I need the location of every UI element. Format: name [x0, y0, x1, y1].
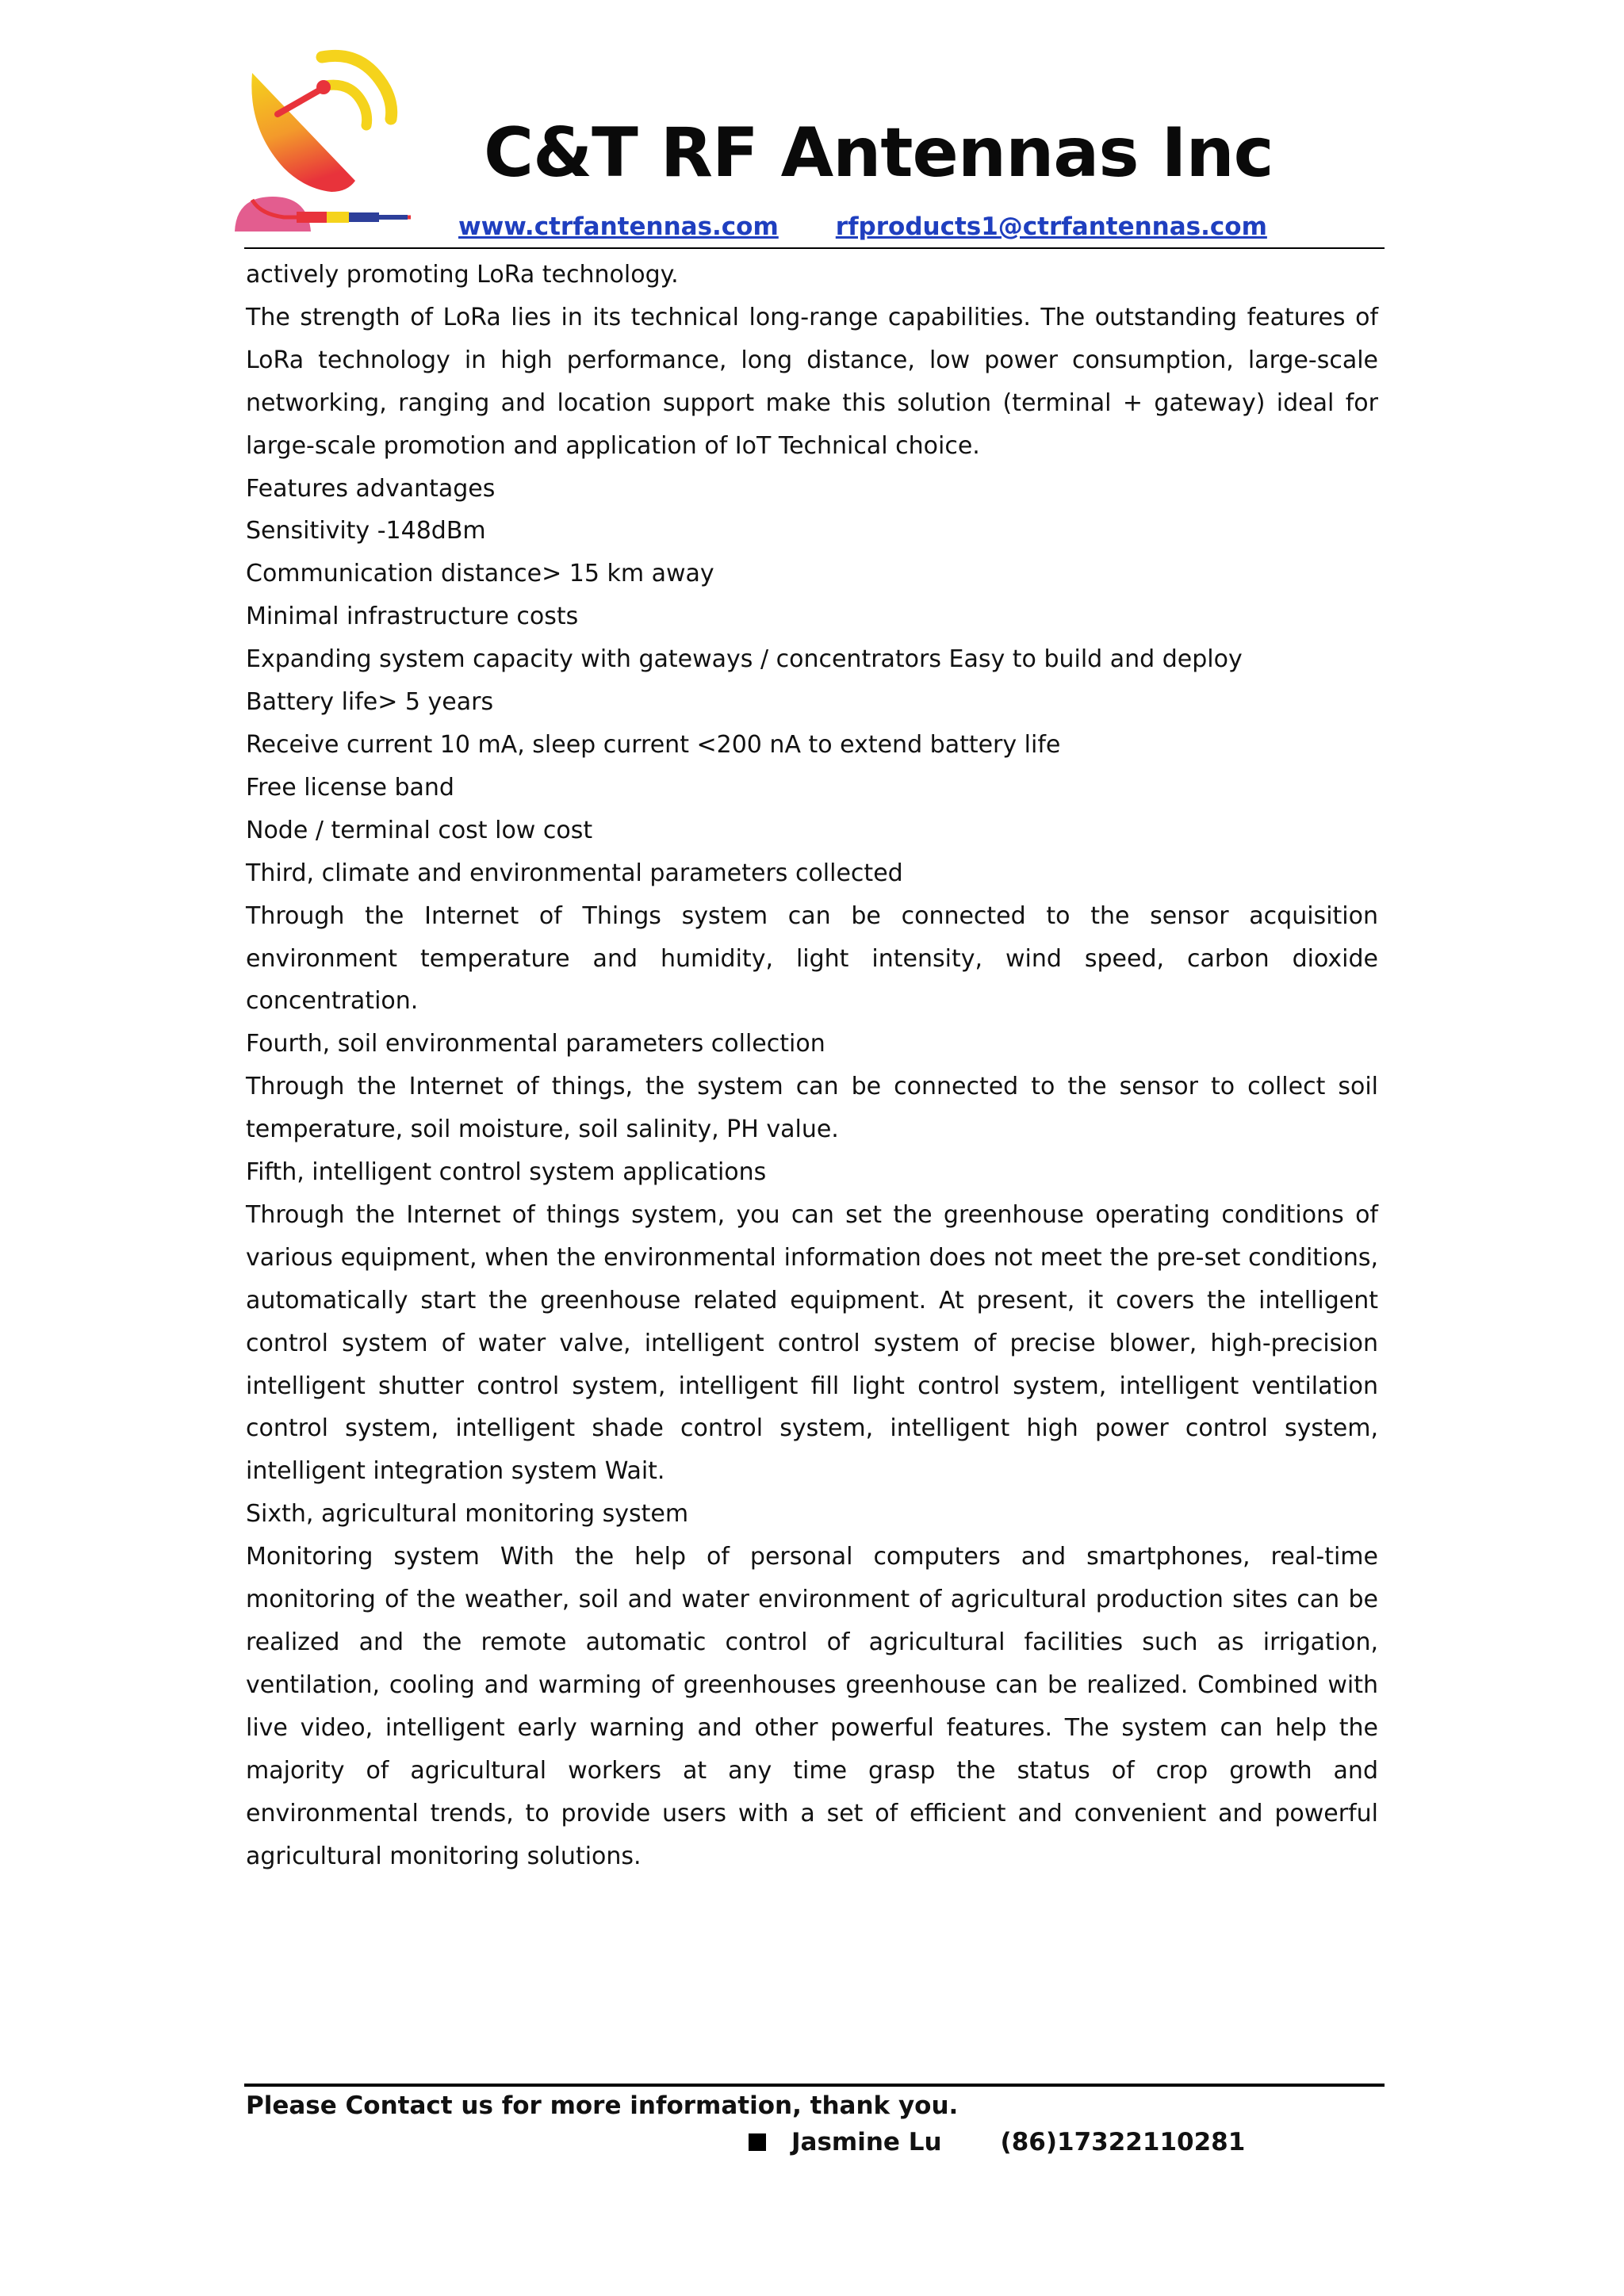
section-heading: Sixth, agricultural monitoring system [246, 1500, 689, 1529]
body-paragraph: Sensitivity -148dBm [246, 517, 486, 545]
body-paragraph: Features advantages [246, 474, 496, 503]
section-heading: Fifth, intelligent control system applications [246, 1158, 767, 1187]
email-link[interactable]: rfproducts1@ctrfantennas.com [835, 212, 1267, 241]
body-paragraph: Free license band [246, 773, 454, 802]
body-paragraph: Through the Internet of Things system can be connected to the sensor acquisition environment temperature and humidity, light intensity, wind speed, carbon dioxide concentration. [246, 901, 1378, 1016]
header-divider [244, 247, 1385, 249]
square-bullet-icon [749, 2133, 766, 2151]
body-paragraph: Minimal infrastructure costs [246, 603, 579, 631]
signal-wave-inner [325, 85, 367, 125]
header-links [458, 212, 1267, 241]
document-body [246, 254, 1378, 1877]
body-paragraph: actively promoting LoRa technology. [246, 261, 679, 289]
section-heading: Fourth, soil environmental parameters collection [246, 1030, 825, 1058]
footer-divider [244, 2084, 1385, 2087]
body-paragraph: Communication distance> 15 km away [246, 560, 714, 588]
body-paragraph: Through the Internet of things system, you can set the greenhouse operating conditions of various equipment, when the environmental information does not meet the pre-set conditions, automatically start the greenhouse related equipment. At present, it covers the intelligent control system of water valve, intelligent control system of precise blower, high-precision intelligent shutter control system, intelligent fill light control system, intelligent ventilation control system, intelligent shade control system, intelligent high power control system, intelligent integration system Wait. [246, 1200, 1378, 1486]
dish-feed-arm [278, 89, 322, 114]
section-heading: Third, climate and environmental parameters collected [246, 859, 903, 887]
connector-red [297, 212, 327, 223]
dish-feed-head [316, 80, 331, 94]
contact-name: Jasmine Lu [791, 2128, 942, 2156]
body-paragraph: Node / terminal cost low cost [246, 816, 593, 844]
connector-tip [379, 215, 408, 220]
body-paragraph: Expanding system capacity with gateways / concentrators Easy to build and deploy [246, 645, 1243, 674]
website-link[interactable]: www.ctrfantennas.com [458, 212, 779, 241]
body-paragraph: Monitoring system With the help of personal computers and smartphones, real-time monitoring of the weather, soil and water environment of agricultural production sites can be realized and the remote automatic control of agricultural facilities such as irrigation, ventilation, cooling and warming of greenhouses greenhouse can be realized. Combined with live video, intelligent early warning and other powerful features. The system can help the majority of agricultural workers at any time grasp the status of crop growth and environmental trends, to provide users with a set of efficient and convenient and powerful agricultural monitoring solutions. [246, 1543, 1378, 1870]
footer-note: Please Contact us for more information, thank you. [246, 2091, 959, 2120]
company-name: C&T RF Antennas Inc [484, 113, 1274, 193]
body-paragraph: Receive current 10 mA, sleep current <200 nA to extend battery life [246, 730, 1061, 759]
body-paragraph: Battery life> 5 years [246, 688, 494, 717]
body-paragraph: Through the Internet of things, the system can be connected to the sensor to collect soil temperature, soil moisture, soil salinity, PH value. [246, 1073, 1378, 1144]
satellite-dish-logo [228, 41, 419, 239]
footer-contact [749, 2128, 1245, 2156]
connector-yellow [327, 212, 349, 223]
contact-phone: (86)17322110281 [1000, 2128, 1246, 2156]
connector-blue [349, 212, 379, 222]
body-paragraph: The strength of LoRa lies in its technical long-range capabilities. The outstanding features of LoRa technology in high performance, long distance, low power consumption, large-scale networking, ranging and location support make this solution (terminal + gateway) ideal for large-scale promotion and application of IoT Technical choice. [246, 303, 1378, 460]
